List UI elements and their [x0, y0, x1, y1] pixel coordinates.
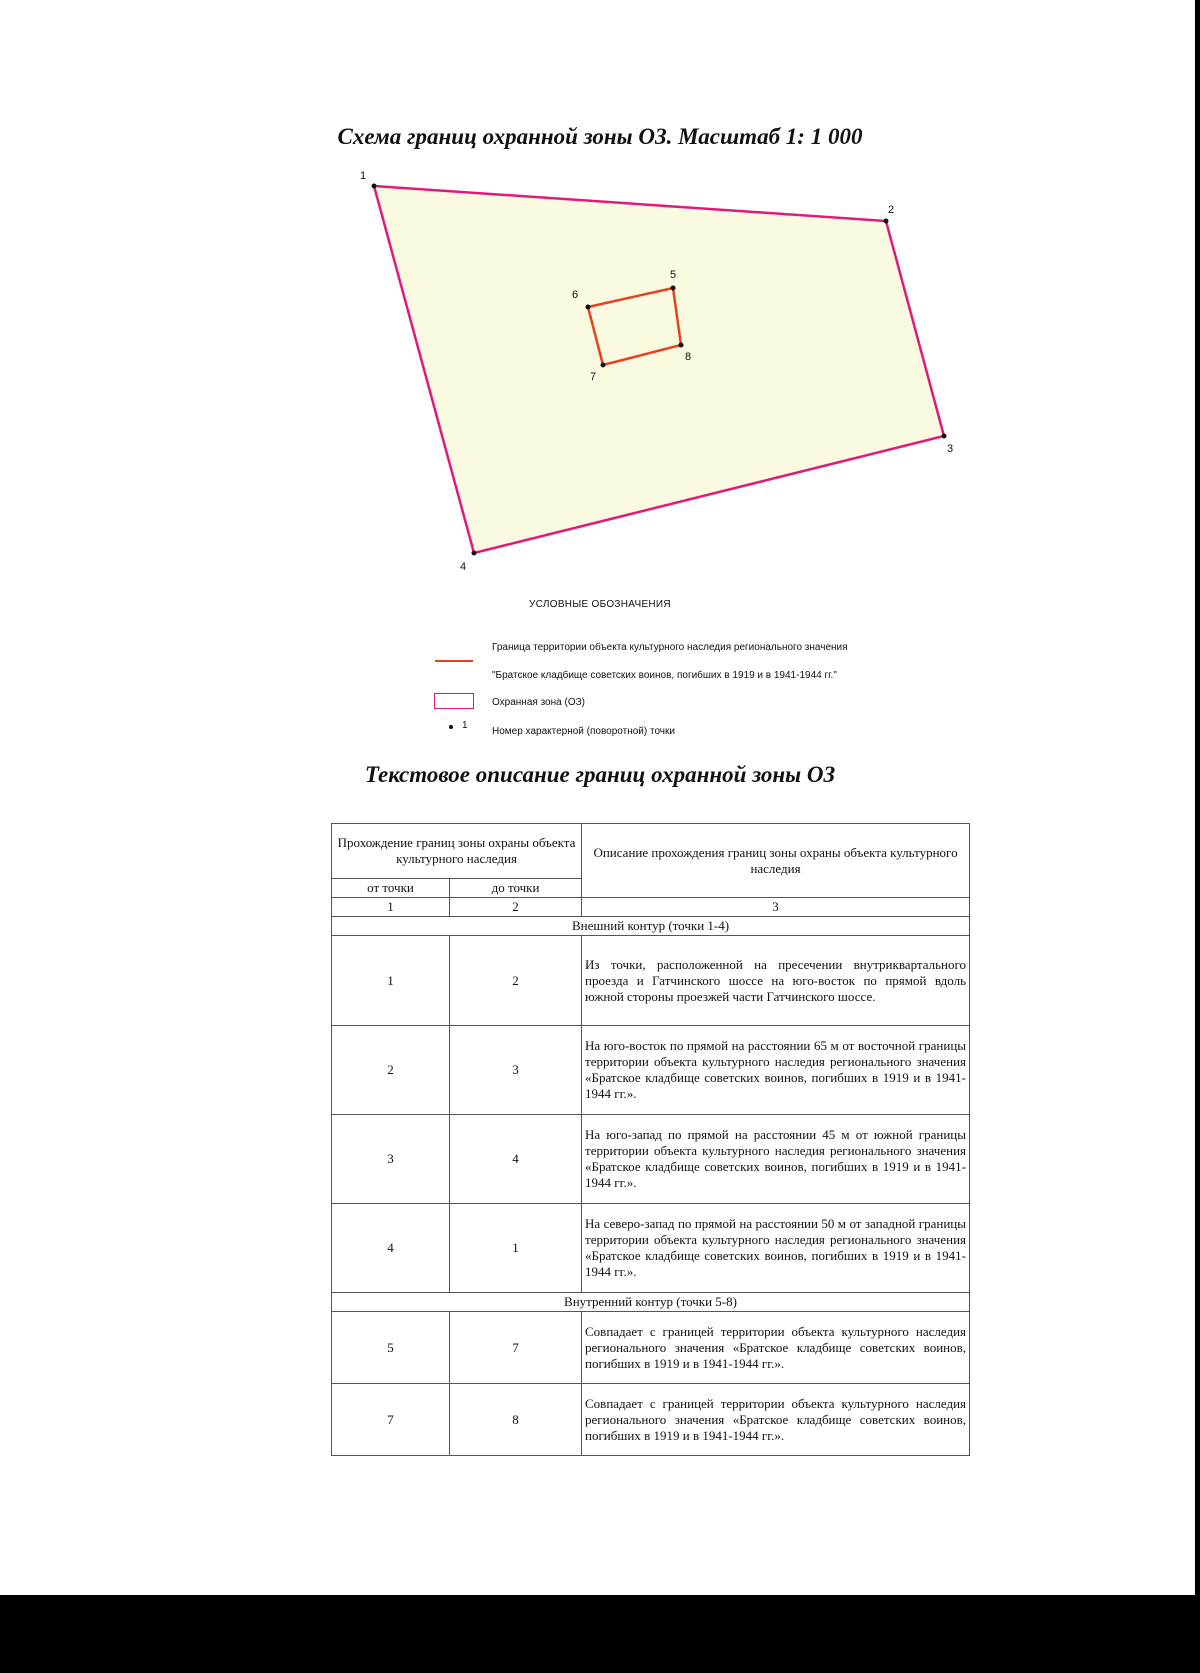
table-header-row: [332, 824, 970, 879]
legend-object-line1: Граница территории объекта культурного наследия регионального значения: [492, 642, 848, 653]
row-description: На юго-запад по прямой на расстоянии 45 м от южной границы территории объекта культурного наследия регионального значения «Братское кладбище советских воинов, погибших в 1919 и в 1941-1944 гг.».: [582, 1115, 970, 1204]
section-outer-label: Внешний контур (точки 1-4): [332, 917, 970, 936]
row-from: 1: [332, 936, 450, 1026]
schema-title: Схема границ охранной зоны ОЗ. Масштаб 1: 1 000: [337, 124, 863, 149]
point-label-6: 6: [572, 289, 579, 301]
table-row: [332, 1204, 970, 1293]
scan-bottom-band: [0, 1595, 1200, 1673]
table-row: [332, 1026, 970, 1115]
row-description: На северо-запад по прямой на расстоянии 50 м от западной границы территории объекта культурного наследия регионального значения «Братское кладбище советских воинов, погибших в 1919 и в 1941-1944 гг.».: [582, 1204, 970, 1293]
legend-point-sample: 1: [462, 720, 468, 731]
colnum-3: 3: [582, 898, 970, 917]
section-row-outer: [332, 917, 970, 936]
table-colnum-row: [332, 898, 970, 917]
row-description: Совпадает с границей территории объекта культурного наследия регионального значения «Братское кладбище советских воинов, погибших в 1919 и в 1941-1944 гг.».: [582, 1384, 970, 1456]
legend-zone-swatch: [434, 693, 474, 709]
row-from: 5: [332, 1312, 450, 1384]
row-to: 4: [450, 1115, 582, 1204]
text-description-title: Текстовое описание границ охранной зоны ОЗ: [364, 762, 836, 787]
legend-object-swatch: [435, 660, 473, 662]
header-passage: Прохождение границ зоны охраны объекта культурного наследия: [332, 824, 582, 879]
boundary-description-table: [331, 823, 970, 1456]
point-label-2: 2: [888, 204, 895, 216]
point-label-4: 4: [460, 561, 467, 573]
point-label-5: 5: [670, 269, 677, 281]
legend-zone-label: Охранная зона (ОЗ): [492, 697, 585, 708]
row-from: 7: [332, 1384, 450, 1456]
row-to: 3: [450, 1026, 582, 1115]
legend-object-line2: "Братское кладбище советских воинов, погибших в 1919 и в 1941-1944 гг.": [492, 670, 837, 681]
row-description: Из точки, расположенной на пресечении внутриквартального проезда и Гатчинского шоссе на юго-восток по прямой вдоль южной стороны проезжей части Гатчинского шоссе.: [582, 936, 970, 1026]
legend-point-label: Номер характерной (поворотной) точки: [492, 726, 675, 737]
header-description: Описание прохождения границ зоны охраны объекта культурного наследия: [582, 824, 970, 898]
table-row: [332, 1312, 970, 1384]
colnum-2: 2: [450, 898, 582, 917]
row-to: 8: [450, 1384, 582, 1456]
map-legend: [0, 0, 1200, 740]
section-row-inner: [332, 1293, 970, 1312]
row-to: 2: [450, 936, 582, 1026]
header-from: от точки: [332, 879, 450, 898]
legend-heading: УСЛОВНЫЕ ОБОЗНАЧЕНИЯ: [529, 599, 671, 610]
header-to: до точки: [450, 879, 582, 898]
row-to: 7: [450, 1312, 582, 1384]
row-from: 4: [332, 1204, 450, 1293]
section-inner-label: Внутренний контур (точки 5-8): [332, 1293, 970, 1312]
point-label-7: 7: [590, 371, 597, 383]
point-label-1: 1: [360, 170, 367, 182]
row-to: 1: [450, 1204, 582, 1293]
table-row: [332, 1384, 970, 1456]
row-description: На юго-восток по прямой на расстоянии 65 м от восточной границы территории объекта культурного наследия регионального значения «Братское кладбище советских воинов, погибших в 1919 и в 1941-1944 гг.».: [582, 1026, 970, 1115]
table-row: [332, 1115, 970, 1204]
point-label-8: 8: [685, 351, 692, 363]
row-from: 3: [332, 1115, 450, 1204]
legend-point-dot-icon: [449, 725, 453, 729]
colnum-1: 1: [332, 898, 450, 917]
table-row: [332, 936, 970, 1026]
row-from: 2: [332, 1026, 450, 1115]
row-description: Совпадает с границей территории объекта культурного наследия регионального значения «Братское кладбище советских воинов, погибших в 1919 и в 1941-1944 гг.».: [582, 1312, 970, 1384]
point-label-3: 3: [947, 443, 954, 455]
